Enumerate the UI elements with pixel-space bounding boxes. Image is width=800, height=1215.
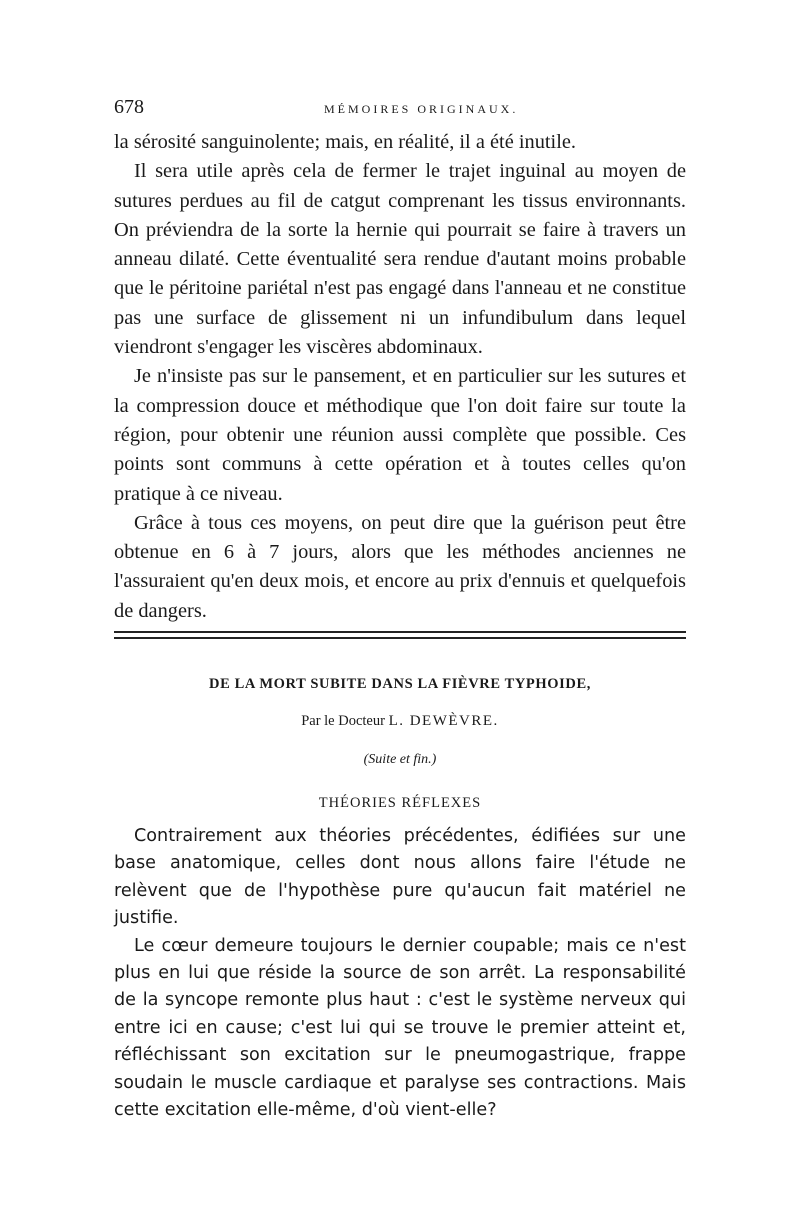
divider-line bbox=[114, 637, 686, 639]
section-heading: THÉORIES RÉFLEXES bbox=[318, 795, 482, 811]
author-line bbox=[114, 713, 686, 730]
divider-line bbox=[114, 631, 686, 633]
author-prefix: Par le Docteur bbox=[301, 713, 385, 729]
article-text bbox=[114, 823, 686, 1124]
paragraph: Il sera utile après cela de fermer le trajet inguinal au moyen de sutures perdues au fil de catgut comprenant les tissus environnants. On préviendra de la sorte la hernie qui pourrait se faire à travers un anneau dilaté. Cette éventualité sera rendue d'autant moins probable que le péritoine pariétal n'est pas engagé dans l'anneau et ne constitue pas une surface de glissement ni un infundibulum dans lequel viendront s'engager les viscères abdominaux. bbox=[114, 160, 686, 359]
previous-article-text bbox=[114, 128, 686, 626]
paragraph: la sérosité sanguinolente; mais, en réalité, il a été inutile. bbox=[114, 131, 577, 153]
paragraph: Je n'insiste pas sur le pansement, et en particulier sur les sutures et la compression douce et méthodique que l'on doit faire sur toute la région, pour obtenir une réunion aussi complète que possible. Ces points sont communs à cette opération et à toutes celles qu'on pratique à ce niveau. bbox=[114, 365, 686, 505]
running-title: MÉMOIRES ORIGINAUX. bbox=[324, 102, 519, 116]
author-name: L. DEWÈVRE. bbox=[388, 713, 499, 729]
running-head bbox=[114, 96, 686, 124]
page-number: 678 bbox=[114, 96, 144, 118]
article-title: DE LA MORT SUBITE DANS LA FIÈVRE TYPHOIDE, bbox=[209, 676, 591, 692]
paragraph: Contrairement aux théories précédentes, édifiées sur une base anatomique, celles dont nous allons faire l'étude ne relèvent que de l'hypothèse pure qu'aucun fait matériel ne justifie. bbox=[114, 826, 686, 929]
section-divider bbox=[114, 631, 686, 639]
paragraph: Grâce à tous ces moyens, on peut dire que la guérison peut être obtenue en 6 à 7 jours, alors que les méthodes anciennes ne l'assuraient qu'en deux mois, et encore au prix d'ennuis et quelquefois de dangers. bbox=[114, 511, 686, 622]
continuation-note: (Suite et fin.) bbox=[363, 752, 437, 767]
paragraph: Le cœur demeure toujours le dernier coupable; mais ce n'est plus en lui que réside la source de son arrêt. La responsabilité de la syncope remonte plus haut : c'est le système nerveux qui entre ici en cause; c'est lui qui se trouve le premier atteint et, réfléchissant son excitation sur le pneumogastrique, frappe soudain le muscle cardiaque et paralyse ses contractions. Mais cette excitation elle-même, d'où vient-elle? bbox=[114, 935, 686, 1121]
